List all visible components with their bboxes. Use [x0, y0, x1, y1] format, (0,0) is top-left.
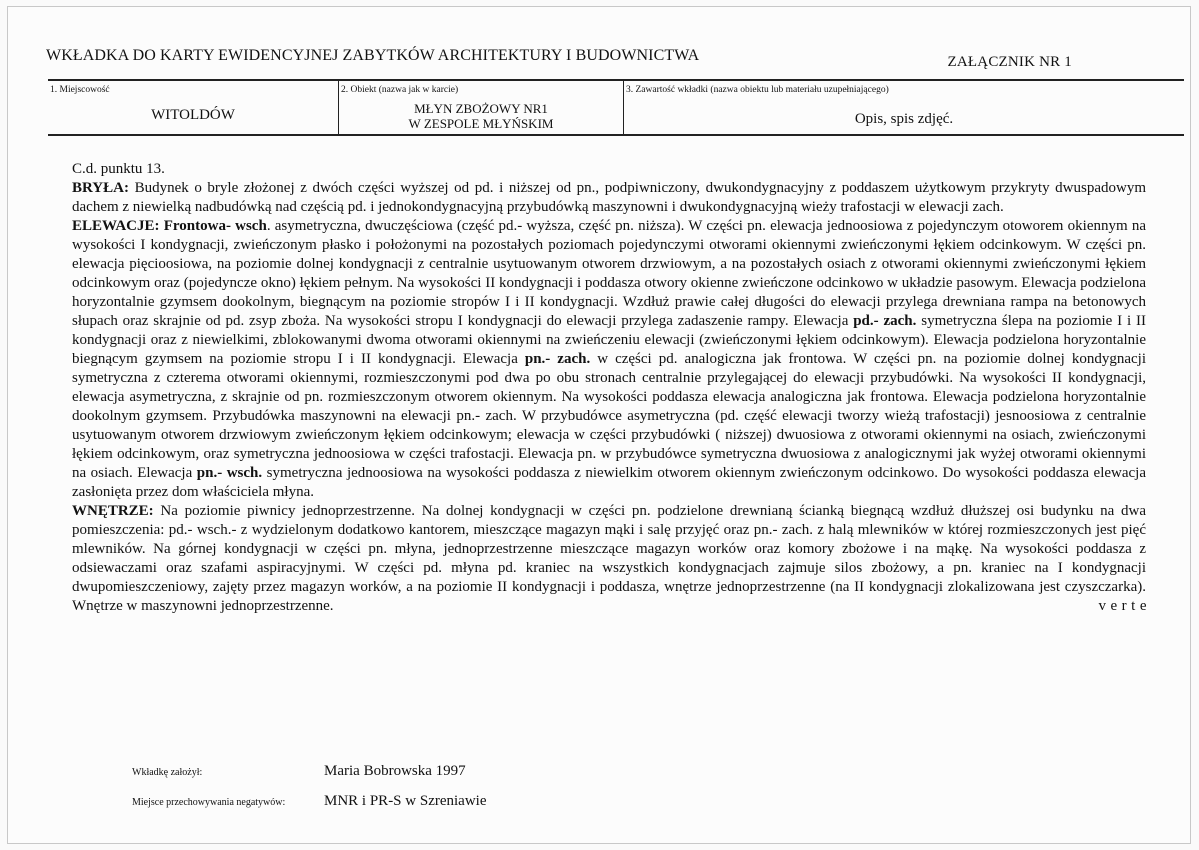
elewacje-paragraph: [72, 217, 1146, 502]
object-cell: [339, 81, 624, 134]
elewacje-text-1: . asymetryczna, dwuczęściowa (część pd.- wyższa, część pn. niższa). W części pn. elewacja jednoosiowa z pojedynczym otoworem okiennym na wysokości I kondygnacji, zwieńczonym płasko i położonymi na pozostałych poziomach pojedynczymi otworami okiennymi zwieńczonymi łękiem odcinkowym. W części pn. elewacja pięcioosiowa, na poziomie dolnej kondygnacji z centralnie usytuowanym otworem drzwiowym, a na pozostałych osiach z otworami okiennymi zwieńczonymi łękiem odcinkowym oraz (pojedyncze okno) łękiem pełnym. Na wysokości II kondygnacji i poddasza otwory okienne zwieńczone odcinkowo w układzie pasowym. Elewacja podzielona horyzontalnie gzymsem dookolnym, biegnącym na poziomie stropów I i II kondygnacji. Wzdłuż prawie całej długości do elewacji przylega drewniana rampa na betonowych słupach oraz skrajnie od pd. zsyp zboża. Na wysokości stropu I kondygnacji do elewacji przylega zadaszenie rampy. Elewacja: [72, 218, 1146, 329]
intro-line: C.d. punktu 13.: [72, 161, 165, 177]
document-title: WKŁADKA DO KARTY EWIDENCYJNEJ ZABYTKÓW ARCHITEKTURY I BUDOWNICTWA: [46, 47, 700, 64]
locality-cell: [48, 81, 339, 134]
wnetrze-text: Na poziomie piwnicy jednoprzestrzenne. Na dolnej kondygnacji w części pn. podzielone drewnianą ścianką biegnącą wzdłuż dłuższej osi budynku na dwa pomieszczenia: pd.- wsch.- z wydzielonym dodatkowo kantorem, mieszczące magazyn mąki i salę przyjęć oraz pn.- zach. z halą mlewników w której rozmieszczonych jest pięć mlewników. Na górnej kondygnacji w części pn. młyna, jednoprzestrzenne mieszczące magazyn worków oraz komory zbożowe i na mąkę. Na wysokości poddasza z odsiewaczami oraz szafami aspiracyjnymi. W części pd. młyna pd. kraniec na wszystkich kondygnacjach zajmuje silos zbożowy, a pn. kraniec na I kondygnacji dwupomieszczeniowy, zajęty przez magazyn worków, a na poziomie II kondygnacji i poddasza, wnętrze jednoprzestrzenne (na II kondygnacji zlokalizowana jest czyszczarka). Wnętrze w maszynowni jednoprzestrzenne.: [72, 503, 1146, 614]
elewacje-text-4: symetryczna jednoosiowa na wysokości poddasza z niewielkim otworem okiennym zwieńczonym odcinkowo. Do wysokości poddasza elewacja zasłonięta przez dom właściciela młyna.: [72, 465, 1146, 500]
contents-label: 3. Zawartość wkładki (nazwa obiektu lub materiału uzupełniającego): [626, 85, 889, 95]
pd-zach-heading: pd.- zach.: [853, 313, 917, 329]
bryla-heading: BRYŁA:: [72, 180, 129, 196]
locality-value: WITOLDÓW: [151, 107, 235, 123]
bryla-text: Budynek o bryle złożonej z dwóch części wyższej od pd. i niższej od pn., podpiwniczony, dwukondygnacyjny z poddaszem użytkowym przykryty dwuspadowym dachem z niewielką nadbudówką nad częścią pd. i jednokondygnacyjną przybudówką maszynowni i dwukondygnacyjną wieży trafostacji w elewacji zach.: [72, 180, 1146, 215]
elewacje-text-3: w części pd. analogiczna jak frontowa. W części pn. na poziomie dolnej kondygnacji symetryczna z czterema otworami okiennymi, rozmieszczonymi pod dwa po obu stronach centralnie przylegającej do elewacji przybudówki. Na wysokości II kondygnacji, elewacja asymetryczna, z skrajnie od pn. rozmieszczonym otworem okiennym. Na wysokości poddasza elewacja analogiczna jak frontowa. Elewacja podzielona horyzontalnie dookolnym gzymsem. Przybudówka maszynowni na elewacji pn.- zach. W przybudówce asymetryczna (pd. część elewacji tworzy wieżą trafostacji) jesnoosiowa z centralnie usytuowanym otworem drzwiowym zwieńczonym łękiem odcinkowym; elewacja w części przybudówki ( niższej) dwuosiowa z otworami okiennymi na osiach, zwieńczonymi łękiem odcinkowym, oraz symetryczna jednoosiowa w części trafostacji. Elewacja pn. w przybudówce symetryczna dwuosiowa z analogicznymi jak wyżej otworami okiennymi na osiach. Elewacja: [72, 351, 1146, 481]
object-value: [339, 101, 623, 131]
bryla-paragraph: [72, 179, 1146, 217]
storage-value: MNR i PR-S w Szreniawie: [324, 793, 487, 809]
locality-label: 1. Miejscowość: [50, 85, 110, 95]
author-label: Wkładkę założył:: [132, 767, 203, 778]
pn-wsch-heading: pn.- wsch.: [196, 465, 263, 481]
annex-number: ZAŁĄCZNIK NR 1: [947, 54, 1072, 70]
document-page: [7, 6, 1191, 844]
verte-note: verte: [1098, 598, 1151, 614]
object-value-line1: MŁYN ZBOŻOWY NR1: [414, 101, 548, 116]
object-label: 2. Obiekt (nazwa jak w karcie): [341, 85, 459, 95]
wnetrze-heading: WNĘTRZE:: [72, 503, 154, 519]
contents-cell: [624, 81, 1184, 134]
frontowa-heading: Frontowa- wsch: [159, 218, 267, 234]
author-value: Maria Bobrowska 1997: [324, 763, 466, 779]
object-value-line2: W ZESPOLE MŁYŃSKIM: [408, 116, 554, 131]
description-body: [72, 160, 1151, 616]
storage-label: Miejsce przechowywania negatywów:: [132, 797, 286, 808]
header-fields-table: [48, 79, 1184, 136]
elewacje-text-2: symetryczna ślepa na poziomie I i II kondygnacji oraz z niewielkimi, zblokowanymi dwoma otworami okiennymi na zwieńczeniu elewacji (zwieńczonymi łękiem odcinkowym). Elewacja podzielona horyzontalnie biegnącym gzymsem na poziomie stropu I i II kondygnacji. Elewacja: [72, 313, 1147, 367]
pn-zach-heading: pn.- zach.: [524, 351, 591, 367]
wnetrze-paragraph: [72, 502, 1151, 616]
elewacje-heading: ELEWACJE:: [72, 218, 160, 234]
contents-value: Opis, spis zdjęć.: [854, 111, 954, 127]
